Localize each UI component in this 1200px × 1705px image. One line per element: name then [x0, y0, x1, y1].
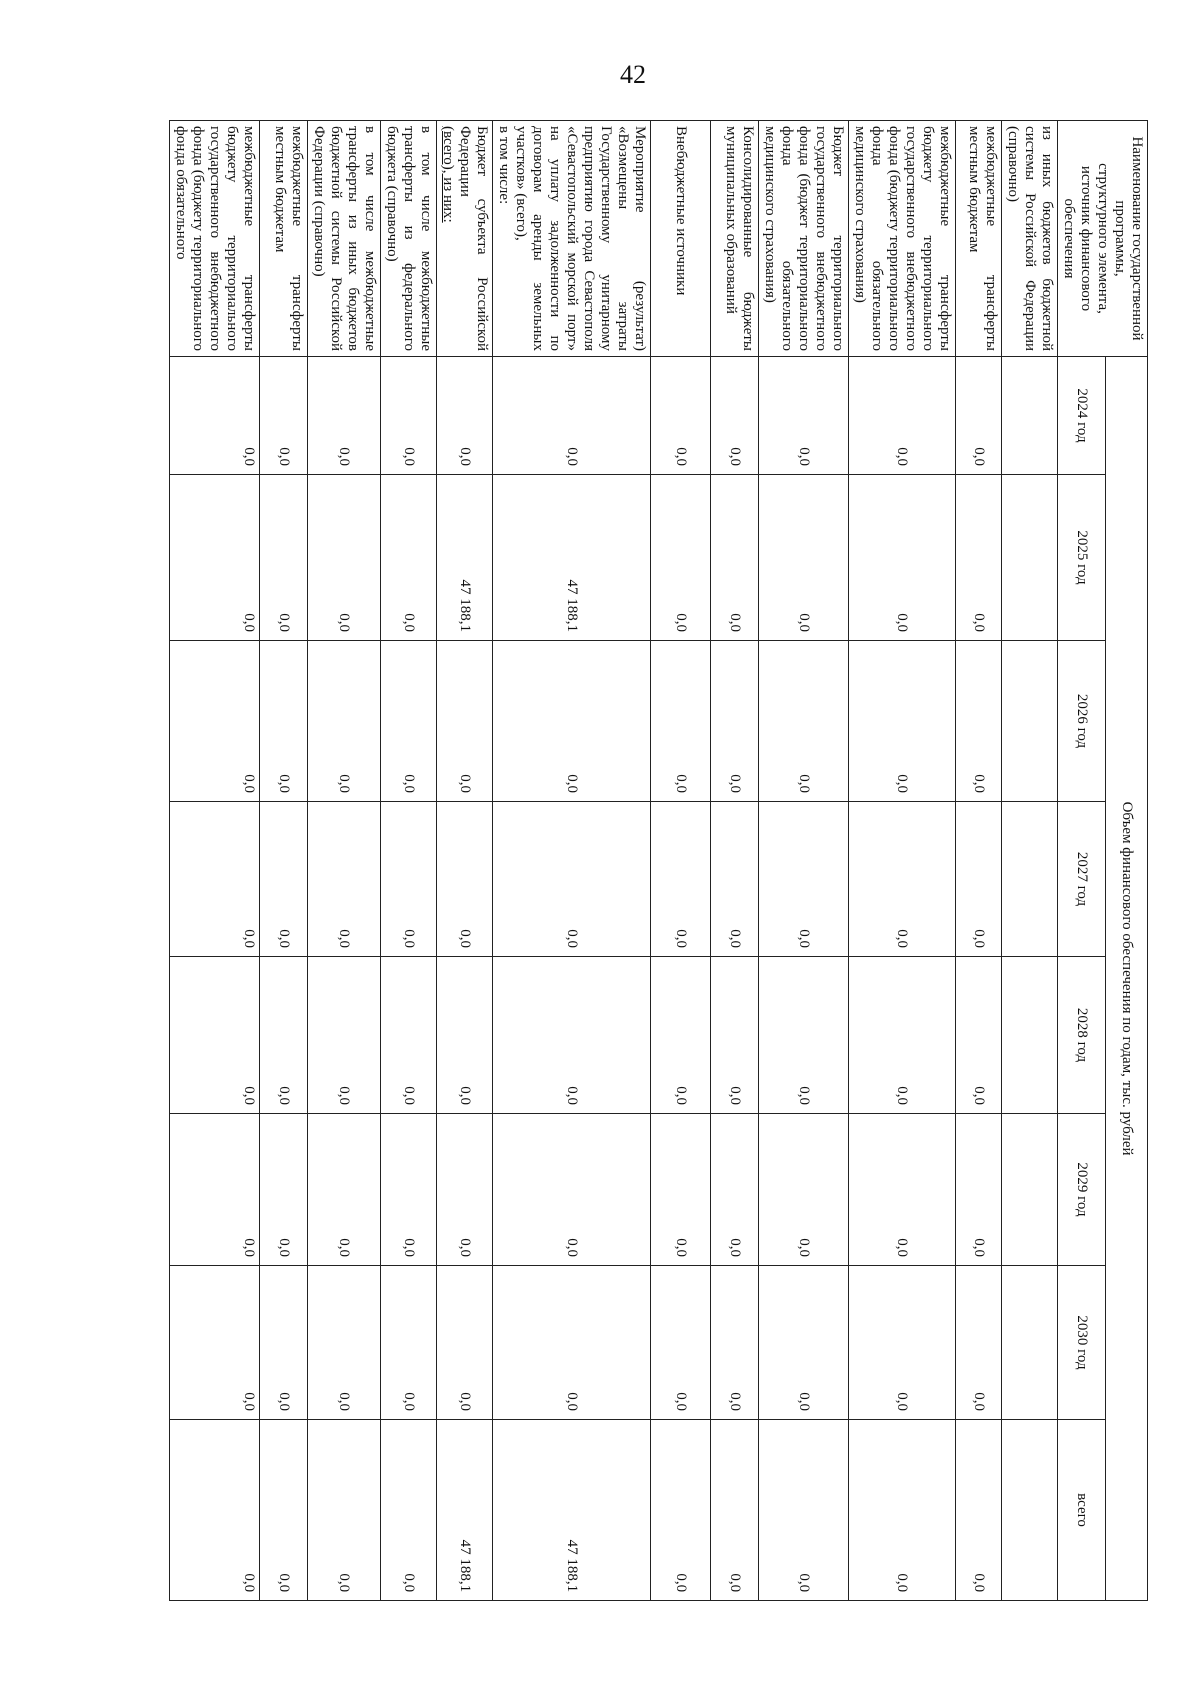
value-cell: 0,0	[381, 357, 437, 475]
table-row	[1002, 121, 1058, 1601]
value-cell: 0,0	[651, 802, 711, 957]
value-cell: 0,0	[849, 475, 956, 641]
value-cell: 0,0	[381, 957, 437, 1114]
value-cell: 0,0	[170, 957, 260, 1114]
value-cell: 0,0	[260, 957, 308, 1114]
value-cell: 0,0	[759, 1266, 849, 1420]
row-label: в том числе межбюджетные трансферты из иных бюджетов бюджетной системы Российской Федерации (справочно)	[308, 121, 381, 357]
row-label: межбюджетные трансферты бюджету территориального государственного внебюджетного фонда (бюджету территориального фонда обязательного медицинского страхования)	[849, 121, 956, 357]
value-cell: 0,0	[493, 1114, 651, 1266]
value-cell: 0,0	[381, 475, 437, 641]
year-header: 2024 год	[1058, 357, 1106, 475]
year-header: 2026 год	[1058, 641, 1106, 802]
row-label: в том числе межбюджетные трансферты из федерального бюджета (справочно)	[381, 121, 437, 357]
row-label: Бюджет территориального государственного внебюджетного фонда (бюджет территориального фонда обязательного медицинского страхования)	[759, 121, 849, 357]
value-cell: 0,0	[849, 1114, 956, 1266]
value-cell: 0,0	[849, 1420, 956, 1601]
value-cell: 0,0	[711, 1266, 759, 1420]
value-cell: 0,0	[437, 1266, 493, 1420]
row-label: межбюджетные трансферты местным бюджетам	[956, 121, 1002, 357]
year-header: 2025 год	[1058, 475, 1106, 641]
value-cell: 0,0	[711, 641, 759, 802]
value-cell: 0,0	[260, 802, 308, 957]
value-cell: 0,0	[381, 1114, 437, 1266]
value-cell: 0,0	[381, 1266, 437, 1420]
name-column-header-line3: источник финансового обеспечения	[1061, 165, 1094, 312]
value-cell: 0,0	[651, 1266, 711, 1420]
value-cell: 0,0	[260, 1114, 308, 1266]
value-cell: 0,0	[170, 1266, 260, 1420]
value-cell	[1002, 357, 1058, 475]
value-cell: 0,0	[711, 1420, 759, 1601]
value-cell: 0,0	[308, 1420, 381, 1601]
value-cell: 0,0	[956, 802, 1002, 957]
table-row	[308, 121, 381, 1601]
value-cell: 0,0	[493, 957, 651, 1114]
row-label-extra: в том числе:	[496, 126, 512, 205]
value-cell: 0,0	[711, 475, 759, 641]
value-cell: 0,0	[437, 802, 493, 957]
value-cell: 0,0	[170, 357, 260, 475]
value-cell: 0,0	[308, 1266, 381, 1420]
value-cell: 0,0	[308, 641, 381, 802]
value-cell: 0,0	[651, 957, 711, 1114]
value-cell: 0,0	[381, 802, 437, 957]
value-cell: 0,0	[437, 357, 493, 475]
value-cell: 0,0	[849, 641, 956, 802]
volume-header: Объем финансового обеспечения по годам, тыс. рублей	[1105, 357, 1147, 1601]
table-row	[651, 121, 711, 1601]
value-cell: 0,0	[849, 1266, 956, 1420]
value-cell: 0,0	[849, 957, 956, 1114]
value-cell: 0,0	[956, 1420, 1002, 1601]
year-header: 2029 год	[1058, 1114, 1106, 1266]
value-cell: 47 188,1	[437, 1420, 493, 1601]
financing-table	[169, 120, 1148, 1601]
rotated-table-container	[173, 120, 1148, 1600]
table-row	[849, 121, 956, 1601]
value-cell: 0,0	[381, 1420, 437, 1601]
value-cell: 0,0	[170, 1420, 260, 1601]
value-cell: 0,0	[711, 357, 759, 475]
row-label-text: Мероприятие (результат) «Возмещены затраты Государственному унитарному предприятию города Севастополя «Севастопольский морской порт» на уплату задолженности по договорам аренды земельных участков» (всего),	[513, 126, 648, 351]
value-cell: 0,0	[170, 475, 260, 641]
row-label-extra: (всего), из них:	[440, 126, 456, 223]
value-cell: 0,0	[308, 357, 381, 475]
value-cell	[1002, 475, 1058, 641]
value-cell: 0,0	[308, 802, 381, 957]
value-cell: 0,0	[437, 957, 493, 1114]
value-cell: 0,0	[651, 1114, 711, 1266]
value-cell: 0,0	[759, 475, 849, 641]
row-label: Внебюджетные источники	[651, 121, 711, 357]
table-row	[956, 121, 1002, 1601]
value-cell	[1002, 802, 1058, 957]
value-cell: 0,0	[493, 357, 651, 475]
value-cell: 0,0	[308, 957, 381, 1114]
row-label: межбюджетные трансферты местным бюджетам	[260, 121, 308, 357]
value-cell: 0,0	[260, 357, 308, 475]
value-cell: 0,0	[849, 357, 956, 475]
value-cell: 0,0	[493, 641, 651, 802]
name-column-header	[1058, 121, 1148, 357]
table-row	[711, 121, 759, 1601]
year-header: 2028 год	[1058, 957, 1106, 1114]
value-cell: 0,0	[170, 802, 260, 957]
table-row	[170, 121, 260, 1601]
value-cell: 0,0	[308, 1114, 381, 1266]
value-cell: 0,0	[849, 802, 956, 957]
table-row	[493, 121, 651, 1601]
year-header: 2027 год	[1058, 802, 1106, 957]
value-cell: 0,0	[759, 957, 849, 1114]
value-cell: 0,0	[493, 802, 651, 957]
value-cell	[1002, 957, 1058, 1114]
value-cell: 0,0	[956, 475, 1002, 641]
value-cell: 0,0	[170, 1114, 260, 1266]
value-cell: 0,0	[711, 1114, 759, 1266]
value-cell: 0,0	[956, 641, 1002, 802]
value-cell: 0,0	[260, 475, 308, 641]
value-cell	[1002, 1266, 1058, 1420]
row-label-text: Бюджет субъекта Российской Федерации	[457, 126, 490, 351]
value-cell: 0,0	[651, 1420, 711, 1601]
table-row	[381, 121, 437, 1601]
value-cell: 0,0	[437, 1114, 493, 1266]
value-cell: 0,0	[759, 641, 849, 802]
value-cell: 0,0	[260, 641, 308, 802]
value-cell: 0,0	[759, 1114, 849, 1266]
value-cell: 0,0	[759, 357, 849, 475]
header-row-1	[1105, 121, 1147, 1601]
year-header: 2030 год	[1058, 1266, 1106, 1420]
value-cell: 0,0	[759, 1420, 849, 1601]
value-cell: 0,0	[308, 475, 381, 641]
name-column-header-line1: Наименование государственной программы,	[1112, 136, 1145, 341]
row-label	[493, 121, 651, 357]
value-cell	[1002, 1420, 1058, 1601]
row-label	[437, 121, 493, 357]
value-cell: 0,0	[260, 1266, 308, 1420]
value-cell: 0,0	[651, 641, 711, 802]
value-cell: 0,0	[956, 1114, 1002, 1266]
value-cell: 0,0	[759, 802, 849, 957]
value-cell: 0,0	[493, 1266, 651, 1420]
value-cell: 0,0	[956, 357, 1002, 475]
page-number: 42	[620, 60, 646, 89]
table-row	[759, 121, 849, 1601]
value-cell: 47 188,1	[493, 475, 651, 641]
value-cell: 0,0	[956, 1266, 1002, 1420]
total-header: всего	[1058, 1420, 1106, 1601]
value-cell: 0,0	[711, 802, 759, 957]
name-column-header-line2: структурного элемента,	[1095, 163, 1111, 314]
value-cell: 0,0	[651, 357, 711, 475]
value-cell: 0,0	[381, 641, 437, 802]
value-cell: 0,0	[956, 957, 1002, 1114]
value-cell: 0,0	[651, 475, 711, 641]
table-row	[437, 121, 493, 1601]
value-cell: 47 188,1	[437, 475, 493, 641]
value-cell: 0,0	[437, 641, 493, 802]
value-cell: 0,0	[170, 641, 260, 802]
row-label: Консолидированные бюджеты муниципальных образований	[711, 121, 759, 357]
row-label: межбюджетные трансферты бюджету территориального государственного внебюджетного фонда (бюджету территориального фонда обязательного	[170, 121, 260, 357]
value-cell: 0,0	[711, 957, 759, 1114]
value-cell: 0,0	[260, 1420, 308, 1601]
value-cell: 47 188,1	[493, 1420, 651, 1601]
table-row	[260, 121, 308, 1601]
value-cell	[1002, 1114, 1058, 1266]
value-cell	[1002, 641, 1058, 802]
row-label: из иных бюджетов бюджетной системы Российской Федерации (справочно)	[1002, 121, 1058, 357]
